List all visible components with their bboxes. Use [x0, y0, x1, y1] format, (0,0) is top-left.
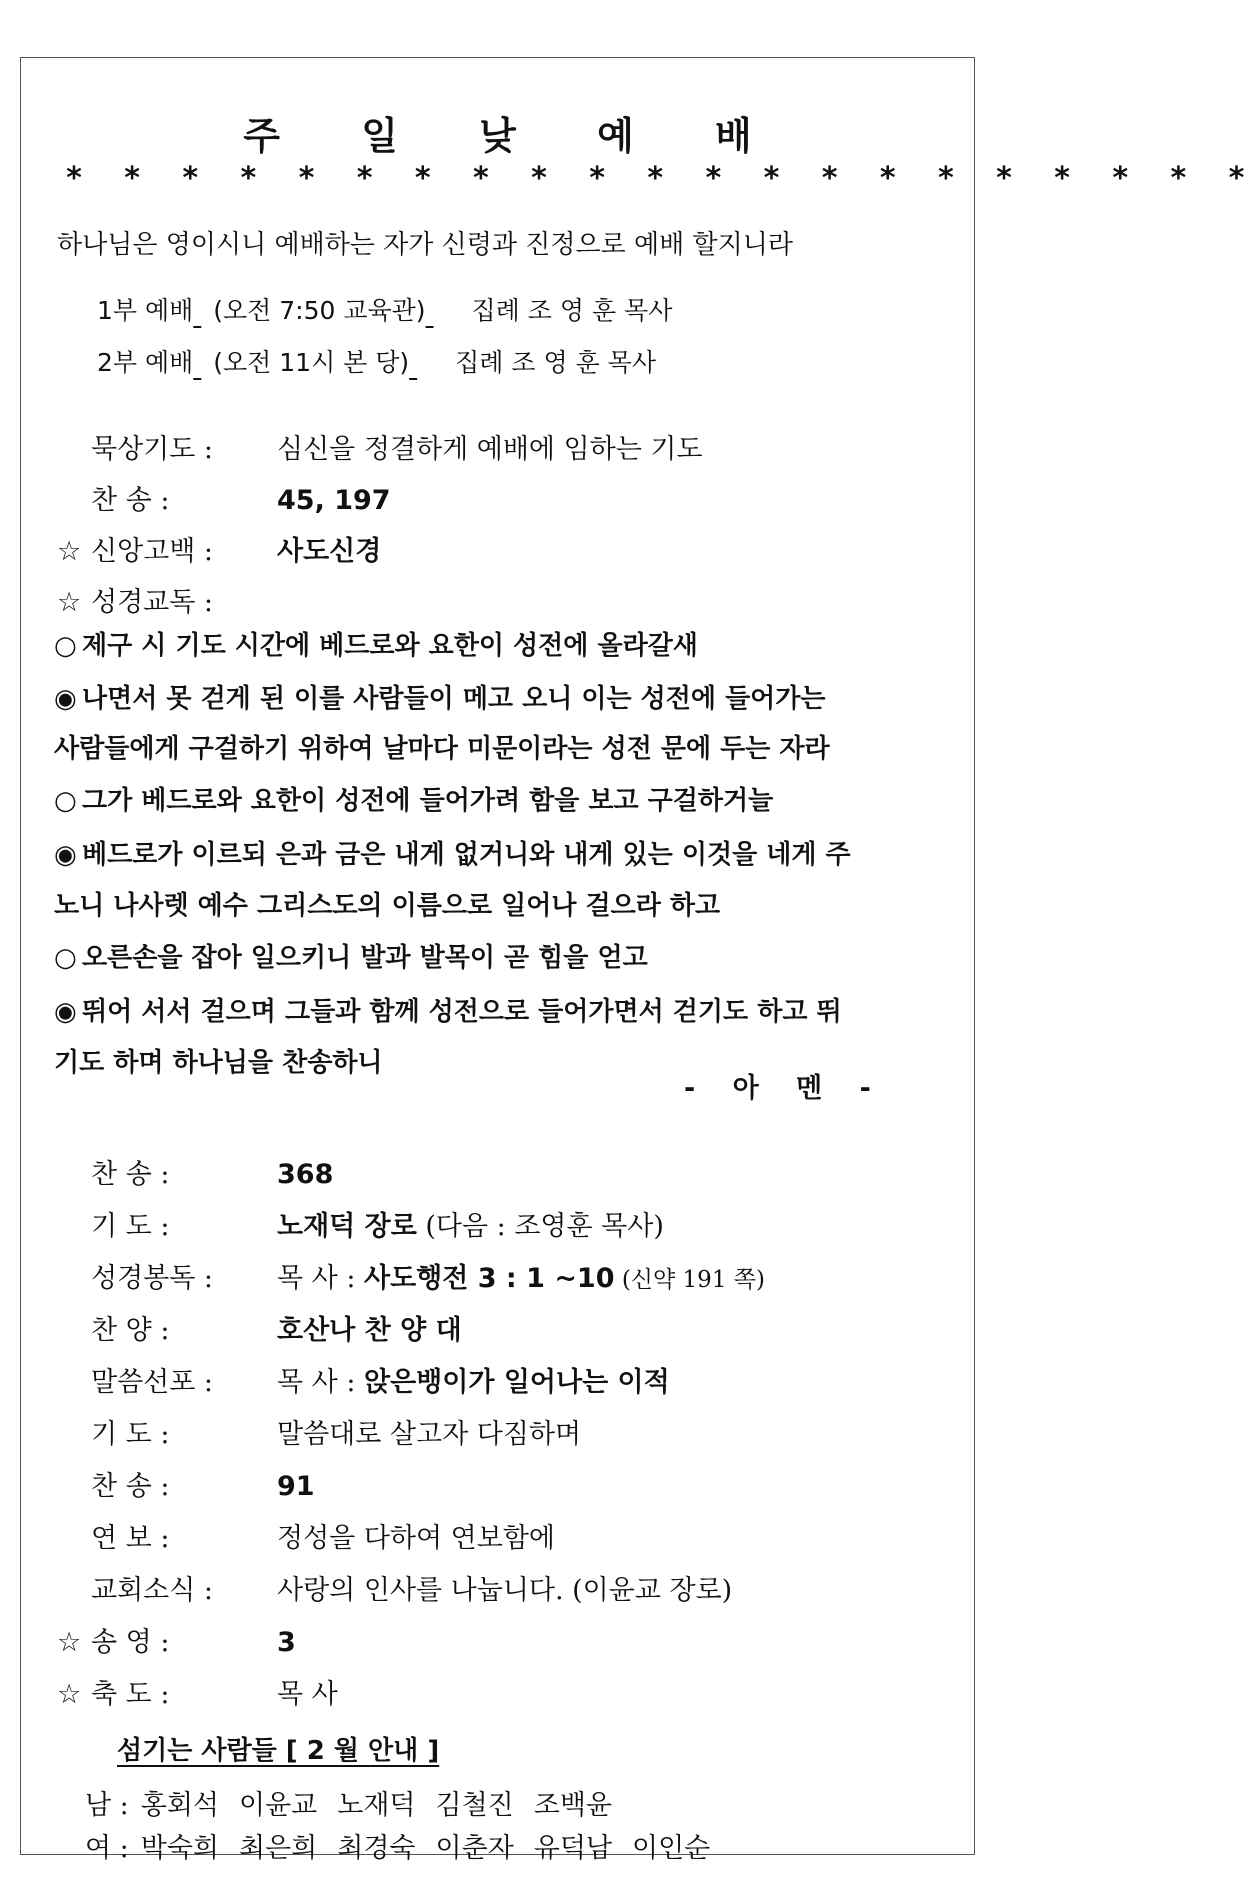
reading-text: 베드로가 이르되 은과 금은 내게 없거니와 내게 있는 이것을 네게 주: [82, 840, 851, 870]
order-extra: (신약 191 쪽): [614, 1267, 765, 1293]
ushers-heading: 섬기는 사람들 [ 2 월 안내 ]: [117, 1736, 440, 1766]
order-label: 송 영 :: [91, 1627, 170, 1658]
order-pre: 목 사 :: [277, 1263, 365, 1294]
order-label: 연 보 :: [91, 1523, 170, 1554]
reading-text: 오른손을 잡아 일으키니 발과 발목이 곧 힘을 얻고: [82, 943, 648, 973]
service-1: [97, 291, 672, 327]
congregation-mark: ◉: [54, 684, 77, 714]
service-lead: 집례 조 영 훈 목사: [455, 348, 656, 377]
order-label: 기 도 :: [91, 1419, 170, 1450]
usher-name: 이인순: [632, 1833, 711, 1864]
order-value: 368: [277, 1159, 334, 1190]
order-label: 성경봉독 :: [91, 1263, 214, 1294]
order-value: 91: [277, 1471, 315, 1502]
order-label: 찬 송 :: [91, 1159, 170, 1190]
order-value: 사랑의 인사를 나눕니다. (이윤교 장로): [277, 1575, 733, 1606]
star-divider: * * * * * * * * * * * * * * * * * * * * *: [65, 161, 1257, 196]
reading-line: [54, 990, 842, 1034]
order-row: [57, 1571, 732, 1611]
order-label: 축 도 :: [91, 1679, 170, 1710]
service-part: 1부 예배: [97, 296, 194, 325]
order-value: 호산나 찬 양 대: [277, 1315, 462, 1346]
bulletin-frame: [20, 57, 1257, 1864]
reading-line: [54, 884, 720, 928]
star-mark: ☆: [57, 1679, 82, 1710]
order-row: [57, 1363, 670, 1403]
order-row: [57, 1415, 581, 1455]
usher-name: 김철진: [435, 1790, 514, 1821]
order-pre: 목 사 :: [277, 1367, 365, 1398]
order-value: 노재덕 장로: [277, 1211, 417, 1242]
ushers-men-label: 남 :: [85, 1790, 129, 1821]
usher-name: 최은희: [239, 1833, 318, 1864]
reading-text: 그가 베드로와 요한이 성전에 들어가려 함을 보고 구걸하거늘: [82, 786, 774, 816]
reading-line: [54, 677, 826, 721]
service-part: 2부 예배: [97, 348, 194, 377]
reading-line: [54, 833, 851, 877]
reading-text: 기도 하며 하나님을 찬송하니: [54, 1048, 383, 1078]
usher-name: 최경숙: [337, 1833, 416, 1864]
order-row: [57, 1467, 315, 1507]
order-value: 사도신경: [277, 536, 382, 567]
reading-line: [54, 936, 648, 980]
leader-mark: ○: [54, 943, 77, 973]
usher-name: 홍회석: [140, 1790, 220, 1821]
order-label: 성경교독 :: [91, 587, 214, 618]
usher-name: 이춘자: [435, 1833, 514, 1864]
order-extra: (다음 : 조영훈 목사): [416, 1211, 664, 1242]
order-label: 말씀선포 :: [91, 1367, 214, 1398]
reading-line: [54, 1041, 383, 1085]
order-label: 기 도 :: [91, 1211, 170, 1242]
amen-text: - 아 멘 -: [684, 1073, 885, 1104]
order-value: 45, 197: [277, 485, 391, 516]
reading-line: [54, 624, 698, 668]
reading-line: [54, 779, 773, 823]
ushers-women-label: 여 :: [85, 1833, 129, 1864]
order-label: 찬 송 :: [91, 485, 170, 516]
order-value: 사도행전 3 : 1 ~10: [364, 1263, 615, 1294]
reading-text: 뛰어 서서 걸으며 그들과 함께 성전으로 들어가면서 걷기도 하고 뛰: [82, 997, 842, 1027]
usher-name: 노재덕: [337, 1790, 416, 1821]
order-row: [57, 583, 277, 623]
order-row: [57, 1623, 296, 1663]
reading-text: 사람들에게 구걸하기 위하여 날마다 미문이라는 성전 문에 두는 자라: [54, 734, 830, 764]
service-2: [97, 343, 656, 379]
order-row: [57, 1155, 333, 1195]
service-detail: (오전 7:50 교육관): [213, 296, 426, 325]
congregation-mark: ◉: [54, 840, 77, 870]
order-label: 묵상기도 :: [91, 434, 214, 465]
star-mark: ☆: [57, 587, 82, 618]
order-row: [57, 1519, 555, 1559]
reading-line: [54, 727, 830, 771]
order-value: 3: [277, 1627, 296, 1658]
leader-mark: ○: [54, 786, 77, 816]
service-lead: 집례 조 영 훈 목사: [471, 296, 673, 325]
ushers-women: [85, 1826, 730, 1865]
page-title: 주 일 낮 예 배: [243, 114, 786, 158]
usher-name: 유덕남: [533, 1833, 613, 1864]
usher-name: 박숙희: [140, 1833, 220, 1864]
reading-text: 노니 나사렛 예수 그리스도의 이름으로 일어나 걸으라 하고: [54, 891, 721, 921]
order-row: [57, 1675, 338, 1715]
star-mark: ☆: [57, 536, 82, 567]
reading-text: 나면서 못 걷게 된 이를 사람들이 메고 오니 이는 성전에 들어가는: [82, 684, 826, 714]
star-mark: ☆: [57, 1627, 82, 1658]
usher-name: 이윤교: [239, 1790, 318, 1821]
order-row: [57, 481, 391, 521]
congregation-mark: ◉: [54, 997, 77, 1027]
order-row: [57, 430, 703, 470]
reading-text: 제구 시 기도 시간에 베드로와 요한이 성전에 올라갈새: [82, 631, 698, 661]
order-value: 목 사: [277, 1679, 338, 1710]
order-value: 정성을 다하여 연보함에: [277, 1523, 555, 1554]
order-label: 신앙고백 :: [91, 536, 214, 567]
order-row: [57, 1311, 462, 1351]
order-label: 찬 양 :: [91, 1315, 170, 1346]
order-label: 교회소식 :: [91, 1575, 214, 1606]
order-value: 심신을 정결하게 예배에 임하는 기도: [277, 434, 703, 465]
service-detail: (오전 11시 본 당): [213, 348, 410, 377]
usher-name: 조백윤: [533, 1790, 613, 1821]
ushers-men: [85, 1783, 632, 1822]
leader-mark: ○: [54, 631, 77, 661]
order-row: [57, 532, 381, 572]
order-row: [57, 1207, 664, 1247]
order-value: 말씀대로 살고자 다짐하며: [277, 1419, 582, 1450]
order-row: [57, 1259, 765, 1299]
order-label: 찬 송 :: [91, 1471, 170, 1502]
scripture-verse: 하나님은 영이시니 예배하는 자가 신령과 진정으로 예배 할지니라: [57, 230, 793, 260]
order-value: 앉은뱅이가 일어나는 이적: [364, 1367, 670, 1398]
